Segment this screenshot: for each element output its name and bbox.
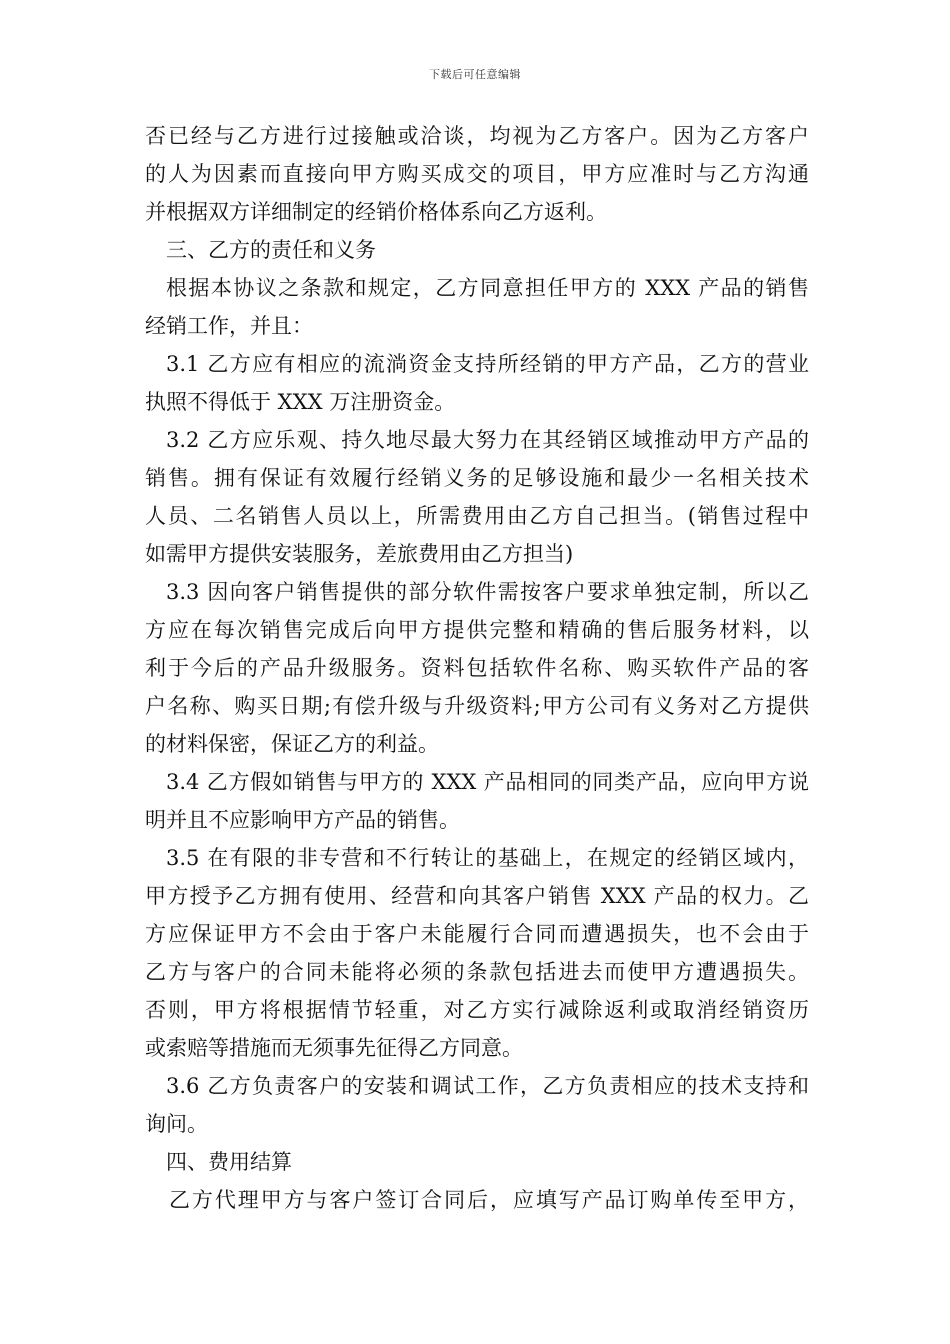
text-line: 3.3 因向客户销售提供的部分软件需按客户要求单独定制，所以乙 <box>166 580 809 604</box>
text-line: 执照不得低于 XXX 万注册资金。 <box>145 390 456 414</box>
text-line: 明并且不应影响甲方产品的销售。 <box>145 808 460 832</box>
text-line: 甲方授予乙方拥有使用、经营和向其客户销售 XXX 产品的权力。乙 <box>145 884 809 908</box>
text-line: 根据本协议之条款和规定，乙方同意担任甲方的 XXX 产品的销售 <box>166 276 809 300</box>
text-line: 并根据双方详细制定的经销价格体系向乙方返利。 <box>145 200 607 224</box>
text-line: 乙方代理甲方与客户签订合同后，应填写产品订购单传至甲方， <box>169 1188 809 1212</box>
text-line: 方应保证甲方不会由于客户未能履行合同而遭遇损失，也不会由于 <box>145 922 809 946</box>
text-line: 3.6 乙方负责客户的安装和调试工作，乙方负责相应的技术支持和 <box>166 1074 809 1098</box>
text-line: 户名称、购买日期;有偿升级与升级资料;甲方公司有义务对乙方提供 <box>145 694 809 718</box>
text-line: 利于今后的产品升级服务。资料包括软件名称、购买软件产品的客 <box>145 656 809 680</box>
text-line: 3.4 乙方假如销售与甲方的 XXX 产品相同的同类产品，应向甲方说 <box>166 770 809 794</box>
text-line: 的人为因素而直接向甲方购买成交的项目，甲方应准时与乙方沟通 <box>145 162 809 186</box>
text-line: 否已经与乙方进行过接触或洽谈，均视为乙方客户。因为乙方客户 <box>145 124 809 148</box>
text-line: 3.1 乙方应有相应的流淌资金支持所经销的甲方产品，乙方的营业 <box>166 352 809 376</box>
text-line: 经销工作，并且： <box>145 314 313 338</box>
text-line: 询问。 <box>145 1112 208 1136</box>
text-line: 的材料保密，保证乙方的利益。 <box>145 732 439 756</box>
page-header: 下载后可任意编辑 <box>429 68 521 81</box>
text-line: 四、费用结算 <box>166 1150 292 1174</box>
text-line: 人员、二名销售人员以上，所需费用由乙方自己担当。(销售过程中 <box>145 504 809 528</box>
text-line: 三、乙方的责任和义务 <box>166 238 376 262</box>
text-line: 或索赔等措施而无须事先征得乙方同意。 <box>145 1036 523 1060</box>
text-line: 乙方与客户的合同未能将必须的条款包括进去而使甲方遭遇损失。 <box>145 960 809 984</box>
text-line: 否则，甲方将根据情节轻重，对乙方实行减除返利或取消经销资历 <box>145 998 809 1022</box>
text-line: 3.2 乙方应乐观、持久地尽最大努力在其经销区域推动甲方产品的 <box>166 428 809 452</box>
text-line: 方应在每次销售完成后向甲方提供完整和精确的售后服务材料，以 <box>145 618 809 642</box>
document-body <box>145 117 809 1219</box>
text-line: 销售。拥有保证有效履行经销义务的足够设施和最少一名相关技术 <box>145 466 809 490</box>
text-line: 如需甲方提供安装服务，差旅费用由乙方担当) <box>145 542 574 566</box>
text-line: 3.5 在有限的非专营和不行转让的基础上，在规定的经销区域内， <box>166 846 809 870</box>
